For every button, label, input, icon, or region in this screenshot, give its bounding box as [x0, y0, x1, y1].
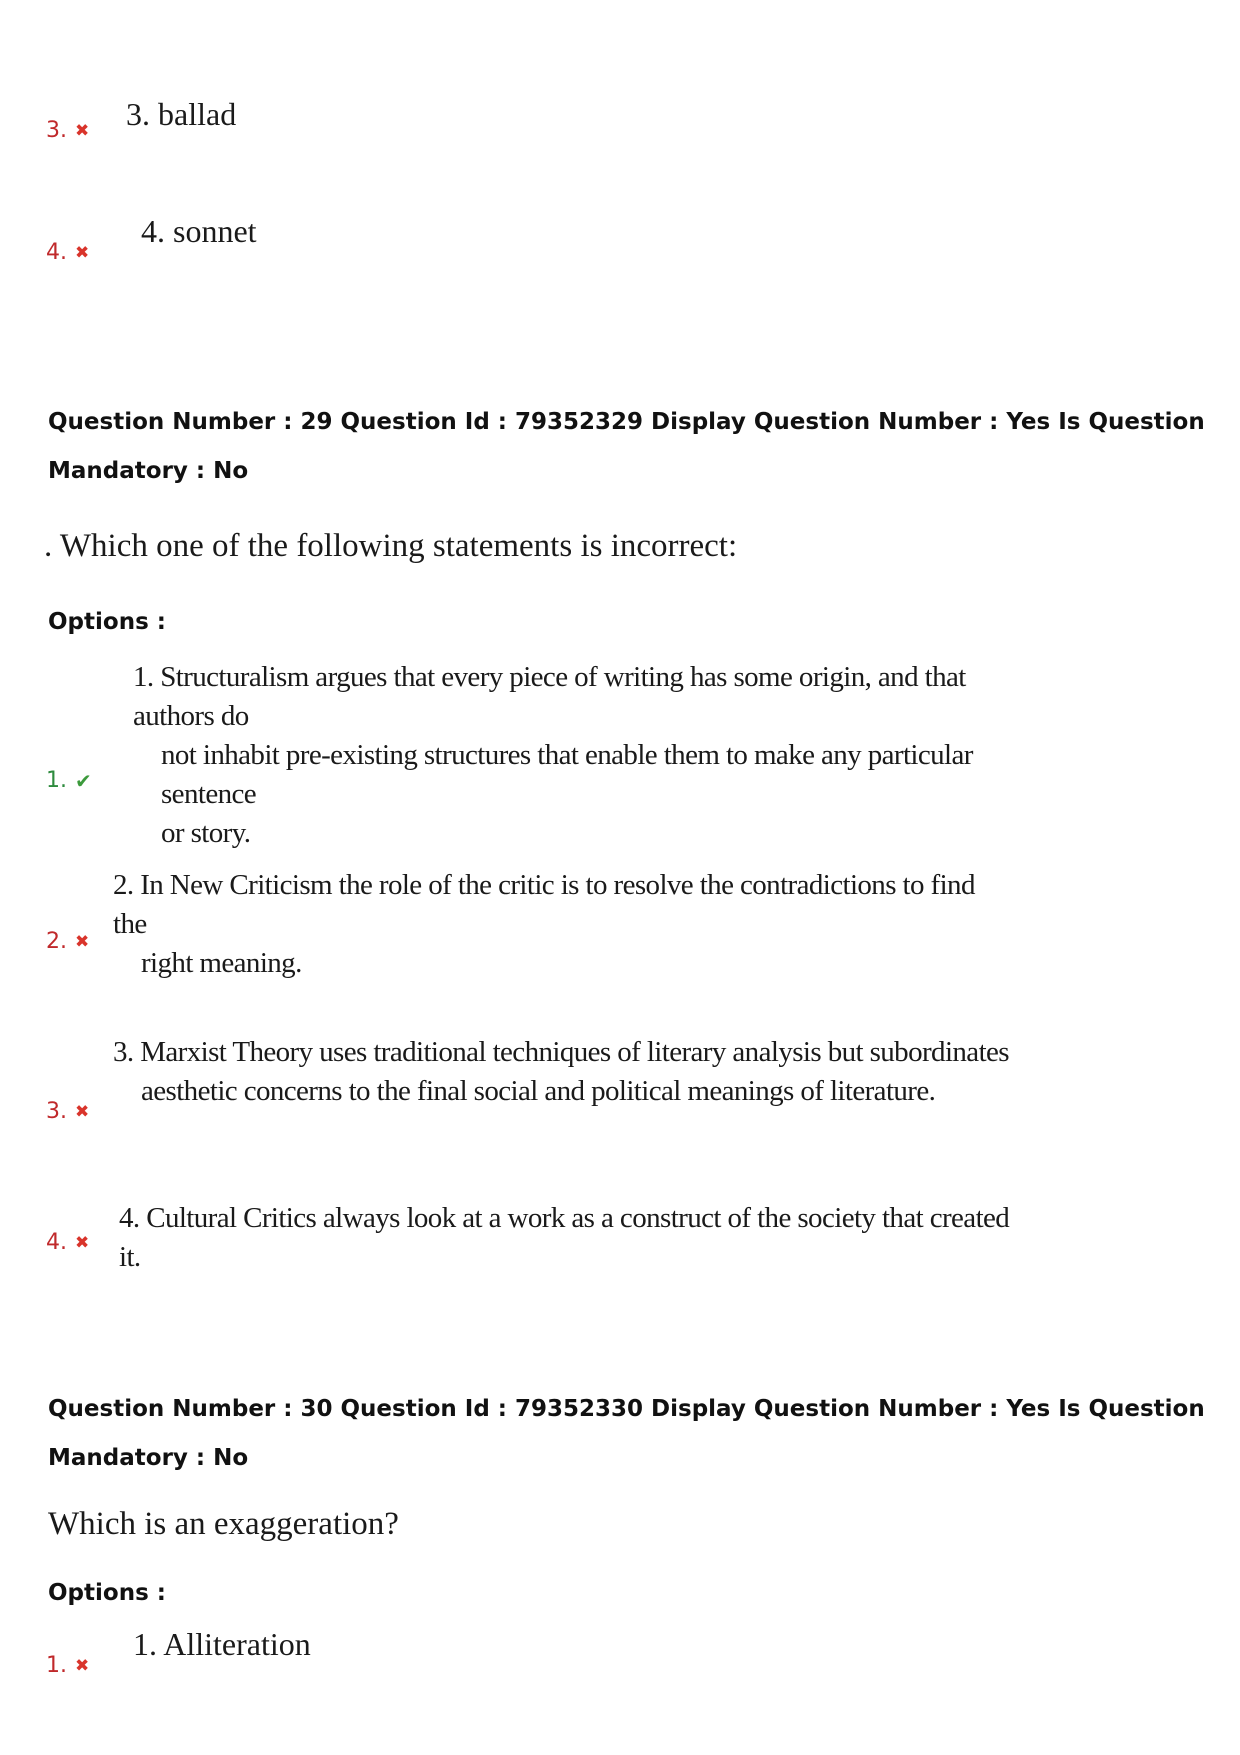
option-text [119, 1199, 1019, 1277]
option-text [113, 866, 1013, 983]
option-marker [46, 1099, 89, 1124]
option-marker [46, 929, 89, 954]
option-number: 3. [46, 118, 67, 143]
option-text: 3. ballad [126, 96, 237, 132]
option-line: or story. [161, 817, 251, 849]
option-line: not inhabit pre-existing structures that enable them to make any particular sentence [161, 739, 973, 810]
option-line: aesthetic concerns to the final social and political meanings of literature. [141, 1075, 936, 1107]
cross-icon: ✖ [75, 931, 90, 952]
option-marker [46, 1653, 89, 1678]
cross-icon: ✖ [75, 120, 90, 141]
option-marker [46, 240, 89, 265]
option-text [113, 1033, 1013, 1111]
option-line: 1. Structuralism argues that every piece of writing has some origin, and that authors do [133, 661, 966, 732]
cross-icon: ✖ [75, 1232, 90, 1253]
question-meta: Question Number : 29 Question Id : 79352329 Display Question Number : Yes Is Question Mandatory : No [48, 409, 1205, 484]
option-line: 4. Cultural Critics always look at a work as a construct of the society that created it. [119, 1202, 1010, 1273]
options-label: Options : [48, 1580, 166, 1606]
option-line: 2. In New Criticism the role of the critic is to resolve the contradictions to find the [113, 869, 975, 940]
question-text: . Which one of the following statements is incorrect: [44, 528, 738, 564]
option-number: 1. [46, 768, 67, 793]
cross-icon: ✖ [75, 1655, 90, 1676]
option-number: 2. [46, 929, 67, 954]
option-line: right meaning. [141, 947, 302, 979]
option-text: 1. Alliteration [133, 1626, 311, 1662]
cross-icon: ✖ [75, 242, 90, 263]
check-icon: ✔ [75, 768, 92, 793]
option-text [133, 658, 1033, 853]
option-line: 3. Marxist Theory uses traditional techniques of literary analysis but subordinates [113, 1036, 1009, 1068]
option-marker [46, 118, 89, 143]
cross-icon: ✖ [75, 1101, 90, 1122]
option-marker [46, 768, 92, 793]
option-text: 4. sonnet [141, 213, 257, 249]
options-label: Options : [48, 609, 166, 635]
question-text: Which is an exaggeration? [48, 1506, 399, 1542]
option-marker [46, 1230, 89, 1255]
option-number: 3. [46, 1099, 67, 1124]
option-number: 1. [46, 1653, 67, 1678]
question-meta: Question Number : 30 Question Id : 79352330 Display Question Number : Yes Is Question Mandatory : No [48, 1396, 1205, 1471]
option-number: 4. [46, 240, 67, 265]
option-number: 4. [46, 1230, 67, 1255]
